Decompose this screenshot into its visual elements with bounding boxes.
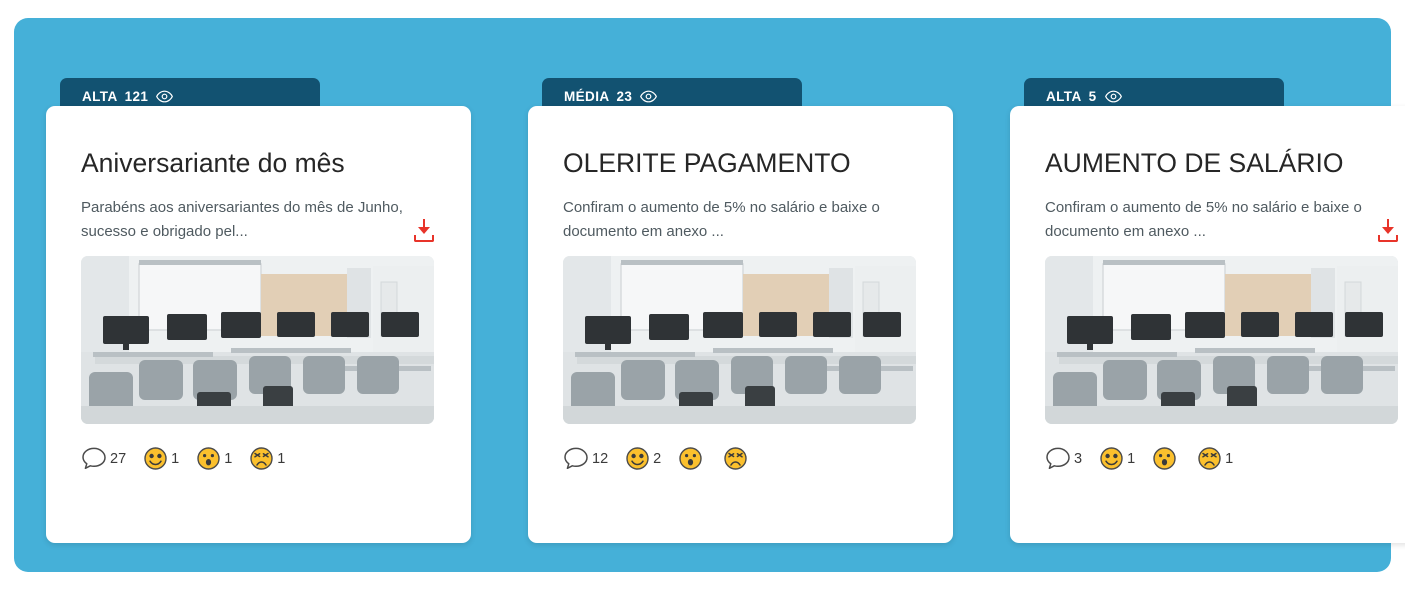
- download-icon[interactable]: [1378, 218, 1400, 246]
- card-thumbnail[interactable]: [81, 256, 434, 424]
- smiley-happy-icon: [143, 446, 168, 471]
- comment-count: 12: [592, 450, 609, 467]
- smiley-sad-icon: [723, 446, 748, 471]
- sad-count: 1: [277, 450, 286, 467]
- card-thumbnail[interactable]: [563, 256, 916, 424]
- sad-count: 1: [1225, 450, 1234, 467]
- views-count: 121: [124, 88, 149, 104]
- reaction-surprised[interactable]: [196, 446, 232, 471]
- reaction-like[interactable]: [625, 446, 661, 471]
- card-summary-row: [1045, 196, 1400, 248]
- card-text: Confiram o aumento de 5% no salário e baixe o documento em anexo ...: [1045, 199, 1362, 240]
- reaction-comments[interactable]: [81, 446, 126, 471]
- reaction-sad[interactable]: [1197, 446, 1233, 471]
- card-summary-row: [563, 196, 918, 248]
- cards-panel: [14, 18, 1391, 572]
- smiley-surprised-icon: [678, 446, 703, 471]
- card-thumbnail[interactable]: [1045, 256, 1398, 424]
- reaction-surprised[interactable]: [1152, 446, 1180, 471]
- comment-bubble-icon: [81, 446, 107, 471]
- priority-label: MÉDIA: [564, 88, 610, 104]
- reaction-like[interactable]: [143, 446, 179, 471]
- like-count: 1: [1127, 450, 1136, 467]
- comment-count: 27: [110, 450, 127, 467]
- reactions-bar: [81, 446, 436, 471]
- reaction-sad[interactable]: [723, 446, 751, 471]
- card-body[interactable]: [46, 106, 471, 543]
- card-body[interactable]: [528, 106, 953, 543]
- comment-bubble-icon: [1045, 446, 1071, 471]
- reaction-comments[interactable]: [1045, 446, 1082, 471]
- smiley-surprised-icon: [196, 446, 221, 471]
- card-title: AUMENTO DE SALÁRIO: [1045, 148, 1344, 178]
- smiley-sad-icon: [1197, 446, 1222, 471]
- reaction-like[interactable]: [1099, 446, 1135, 471]
- priority-label: ALTA: [82, 88, 118, 104]
- smiley-happy-icon: [1099, 446, 1124, 471]
- surprised-count: 1: [224, 450, 233, 467]
- card-text: Parabéns aos aniversariantes do mês de Junho, sucesso e obrigado pel...: [81, 199, 403, 240]
- smiley-happy-icon: [625, 446, 650, 471]
- views-count: 5: [1088, 88, 1097, 104]
- comment-bubble-icon: [563, 446, 589, 471]
- views-count: 23: [616, 88, 633, 104]
- smiley-surprised-icon: [1152, 446, 1177, 471]
- reaction-sad[interactable]: [249, 446, 285, 471]
- reaction-surprised[interactable]: [678, 446, 706, 471]
- card-body[interactable]: [1010, 106, 1405, 543]
- eye-icon: [640, 90, 657, 103]
- download-icon[interactable]: [414, 218, 436, 246]
- smiley-sad-icon: [249, 446, 274, 471]
- reactions-bar: [1045, 446, 1400, 471]
- like-count: 1: [171, 450, 180, 467]
- eye-icon: [156, 90, 173, 103]
- reactions-bar: [563, 446, 918, 471]
- like-count: 2: [653, 450, 662, 467]
- reaction-comments[interactable]: [563, 446, 608, 471]
- comment-count: 3: [1074, 450, 1083, 467]
- card-summary-row: [81, 196, 436, 248]
- card-title: Aniversariante do mês: [81, 148, 345, 178]
- priority-label: ALTA: [1046, 88, 1082, 104]
- eye-icon: [1105, 90, 1122, 103]
- card-text: Confiram o aumento de 5% no salário e baixe o documento em anexo ...: [563, 199, 880, 240]
- card-title: OLERITE PAGAMENTO: [563, 148, 851, 178]
